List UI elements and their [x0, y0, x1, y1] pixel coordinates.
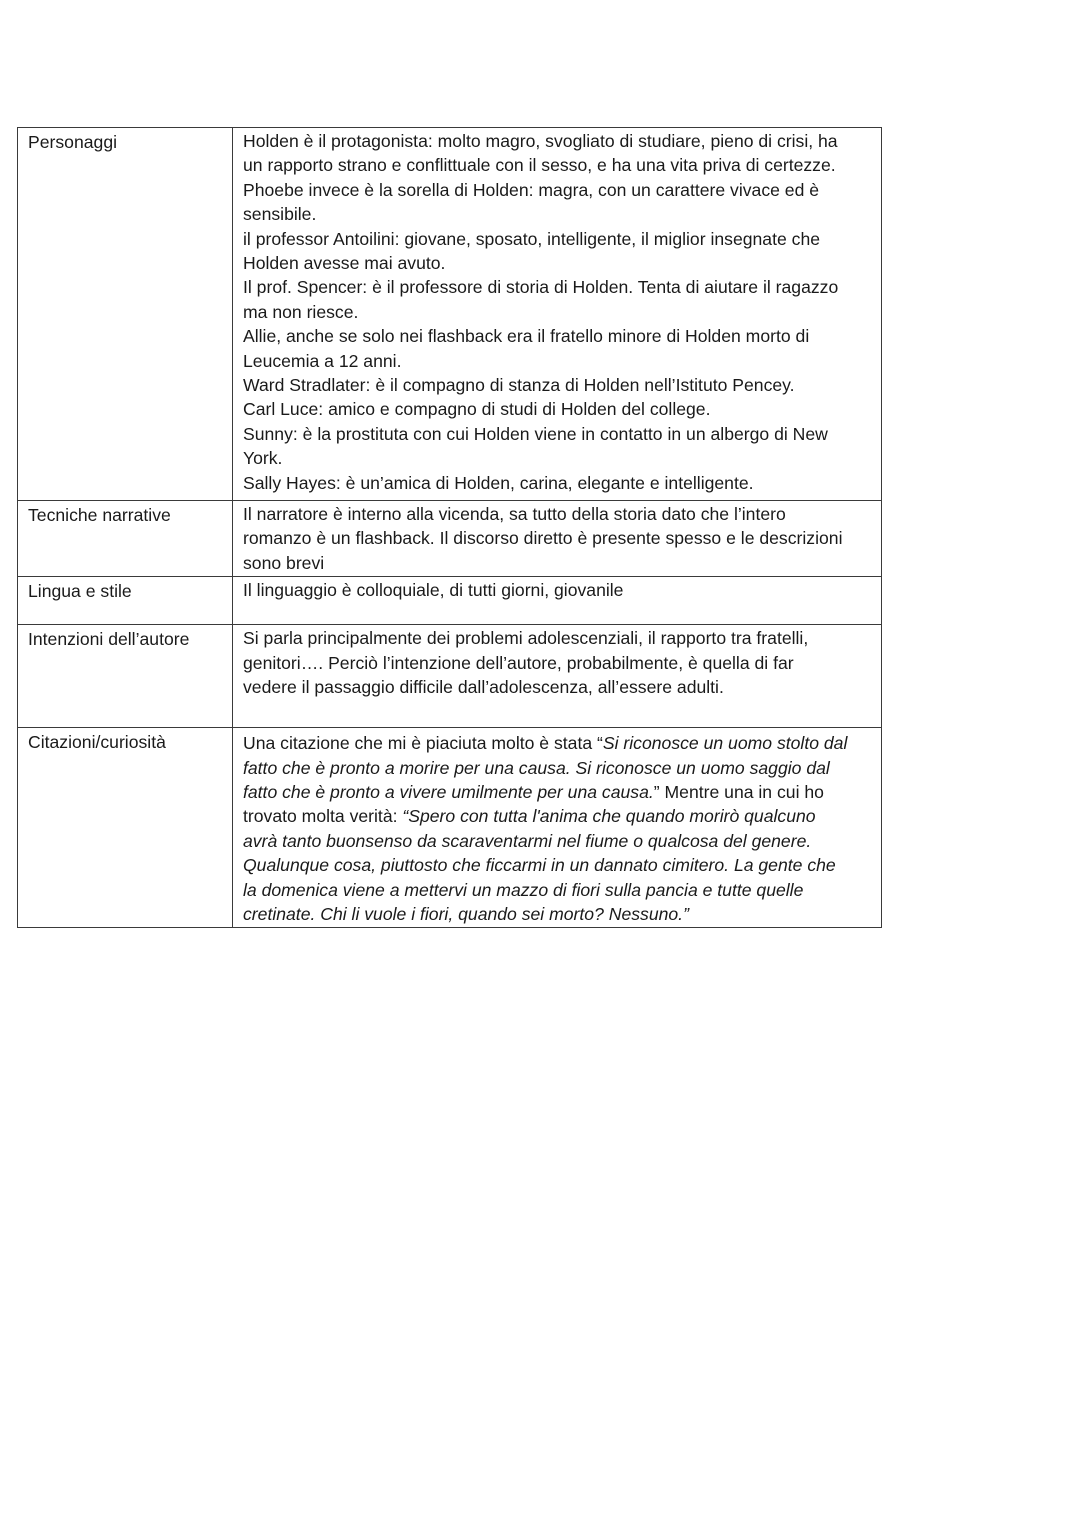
quote-text: Si riconosce un uomo stolto dal [602, 733, 848, 754]
table-row-personaggi [18, 128, 882, 501]
table-row-citazioni [18, 728, 882, 928]
quote-text: avrà tanto buonsenso da scaraventarmi nel fiume o qualcosa del genere. [243, 830, 812, 851]
quote-line [243, 804, 873, 828]
text-line: Sunny: è la prostituta con cui Holden viene in contatto in un albergo di New [243, 423, 828, 444]
text-line: genitori…. Perciò l’intenzione dell’autore, probabilmente, è quella di far [243, 652, 794, 673]
narrative-techniques-description [233, 501, 882, 577]
text-line: Allie, anche se solo nei flashback era il fratello minore di Holden morto di [243, 326, 810, 347]
quote-text: Qualunque cosa, piuttosto che ficcarmi in un dannato cimitero. La gente che [243, 855, 836, 876]
text-line: Phoebe invece è la sorella di Holden: magra, con un carattere vivace ed è [243, 179, 820, 200]
plain-text: Una citazione che mi è piaciuta molto è stata “ [243, 733, 603, 754]
quote-line [243, 878, 873, 902]
row-label: Citazioni/curiosità [18, 728, 233, 928]
quote-line [243, 829, 873, 853]
text-line: un rapporto strano e conflittuale con il sesso, e ha una vita priva di certezze. [243, 155, 836, 176]
text-line: Il prof. Spencer: è il professore di storia di Holden. Tenta di aiutare il ragazzo [243, 277, 839, 298]
quote-line [243, 756, 873, 780]
row-label: Tecniche narrative [18, 501, 233, 577]
text-line: romanzo è un flashback. Il discorso diretto è presente spesso e le descrizioni [243, 528, 843, 549]
author-intentions-description [233, 625, 882, 728]
text-line: Si parla principalmente dei problemi adolescenziali, il rapporto tra fratelli, [243, 628, 809, 649]
text-line: sono brevi [243, 552, 325, 573]
quote-line [243, 853, 873, 877]
text-line: York. [243, 448, 283, 469]
table-row-intenzioni-autore [18, 625, 882, 728]
text-line: Il linguaggio è colloquiale, di tutti giorni, giovanile [243, 580, 624, 601]
quote-line [243, 902, 873, 926]
text-line: Holden avesse mai avuto. [243, 253, 446, 274]
row-label: Lingua e stile [18, 577, 233, 625]
row-label: Intenzioni dell’autore [18, 625, 233, 728]
text-line: Holden è il protagonista: molto magro, svogliato di studiare, pieno di crisi, ha [243, 131, 838, 151]
plain-text: trovato molta verità: [243, 806, 403, 827]
language-style-description [233, 577, 882, 625]
quote-text: fatto che è pronto a morire per una causa. Si riconosce un uomo saggio dal [243, 757, 830, 778]
text-line: Il narratore è interno alla vicenda, sa tutto della storia dato che l’intero [243, 504, 786, 524]
quote-text: cretinate. Chi li vuole i fiori, quando sei morto? Nessuno.” [243, 904, 689, 925]
text-line: Carl Luce: amico e compagno di studi di Holden del college. [243, 399, 711, 420]
quote-line [243, 731, 873, 755]
characters-description [233, 128, 882, 501]
quote-text: fatto che è pronto a vivere umilmente per una causa. [243, 782, 654, 803]
plain-text: ” Mentre una in cui ho [653, 782, 824, 803]
text-line: vedere il passaggio difficile dall’adolescenza, all’essere adulti. [243, 677, 724, 698]
text-line: Leucemia a 12 anni. [243, 350, 402, 371]
quote-text: “Spero con tutta l'anima che quando morirò qualcuno [402, 806, 816, 827]
row-label: Personaggi [18, 128, 233, 501]
table-row-tecniche-narrative [18, 501, 882, 577]
text-line: Ward Stradlater: è il compagno di stanza di Holden nell’Istituto Pencey. [243, 375, 795, 396]
quotes-description [233, 728, 882, 928]
text-line: Sally Hayes: è un’amica di Holden, carina, elegante e intelligente. [243, 472, 754, 493]
table-row-lingua-e-stile [18, 577, 882, 625]
text-line: sensibile. [243, 204, 317, 225]
quote-line [243, 780, 873, 804]
book-summary-table [17, 127, 882, 928]
quote-text: la domenica viene a mettervi un mazzo di fiori sulla pancia e tutte quelle [243, 879, 804, 900]
text-line: ma non riesce. [243, 301, 359, 322]
text-line: il professor Antoilini: giovane, sposato, intelligente, il miglior insegnate che [243, 228, 821, 249]
